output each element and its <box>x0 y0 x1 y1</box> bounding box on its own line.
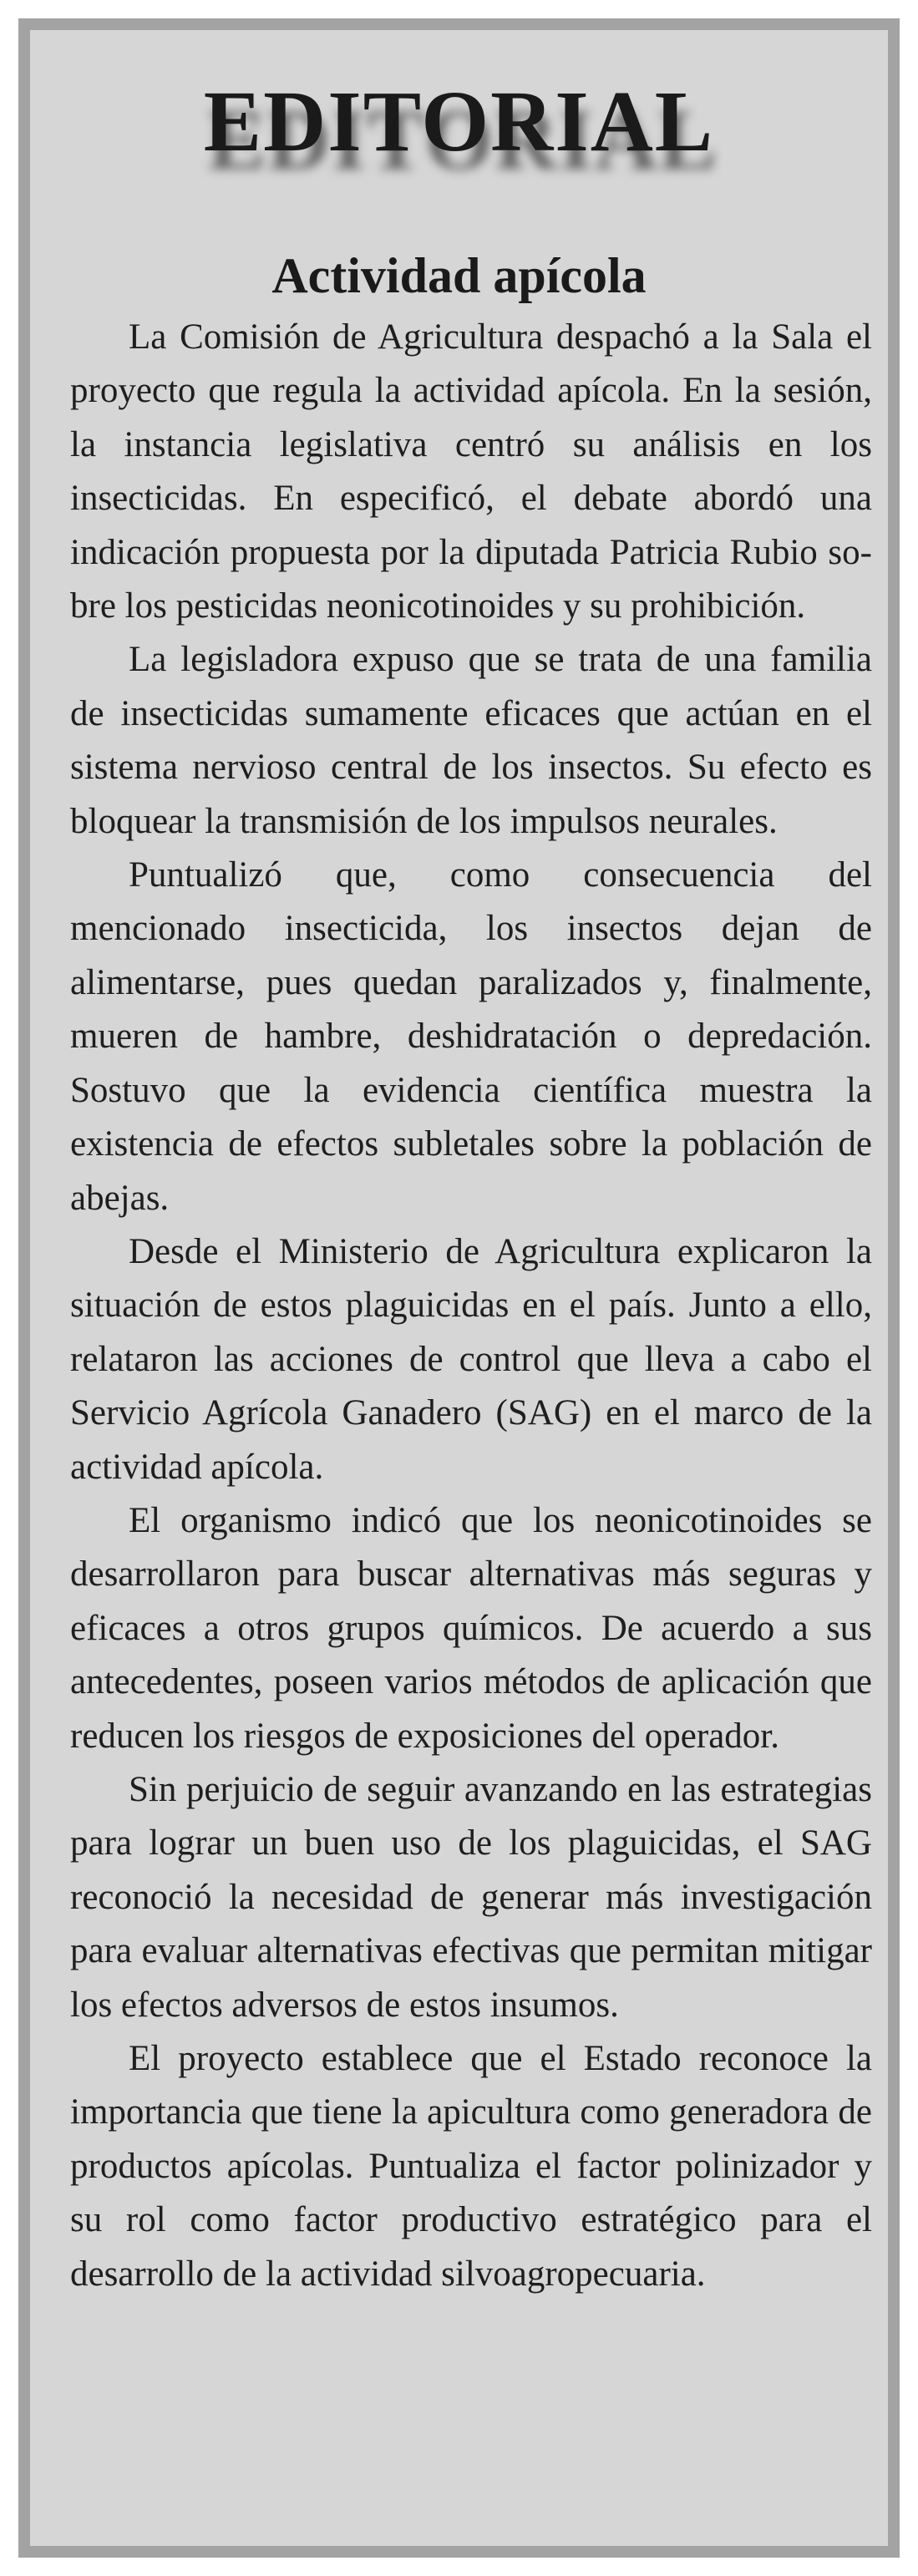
paragraph-2: La legisladora expuso que se trata de una familia de insecticidas sumamente eficaces que actúan en el sistema nervioso central de los insectos. Su efecto es bloquear la transmisión de los impulsos neurales. <box>70 640 872 841</box>
masthead-title: EDITORIAL <box>203 74 715 170</box>
masthead <box>30 74 888 212</box>
paragraph-6: Sin perjuicio de seguir avanzando en las estrategias para lograr un buen uso de los plaguicidas, el SAG reconoció la necesidad de generar más investigación para evaluar alternativas efectivas que permitan mitigar los efectos adversos de estos insumos. <box>70 1769 872 2025</box>
article-headline: Actividad apícola <box>271 248 647 303</box>
paragraph-4: Desde el Ministerio de Agricultura explicaron la situación de estos plaguicidas en el país. Junto a ello, relataron las acciones de control que lleva a cabo el Servicio Agrícola Ganadero (SAG) en el marco de la actividad apícola. <box>70 1231 872 1487</box>
paragraph-3: Puntualizó que, como consecuencia del mencionado insecticida, los insectos dejan de alimentarse, pues quedan paralizados y, finalmente, mueren de hambre, deshidratación o depredación. Sostuvo que la evidencia científica muestra la existencia de efectos subletales sobre la población de abejas. <box>70 855 872 1218</box>
article-body <box>70 311 872 2301</box>
editorial-box <box>18 18 900 2558</box>
paragraph-7: El proyecto establece que el Estado reconoce la importancia que tiene la apicultura como generadora de productos apícolas. Puntualiza el factor polinizador y su rol como factor productivo estratégico para el desarrollo de la actividad silvoagropecuaria. <box>70 2039 872 2294</box>
paragraph-5: El organismo indicó que los neonicotinoides se desarrollaron para buscar alternativas más seguras y eficaces a otros grupos químicos. De acuerdo a sus antecedentes, poseen varios métodos de aplicación que reducen los riesgos de exposiciones del operador. <box>70 1500 872 1756</box>
paragraph-1: La Comisión de Agricultura despachó a la Sala el proyecto que regula la actividad apícola. En la sesión, la instancia legislativa centró su análisis en los insecticidas. En especificó, el debate abordó una indicación propuesta por la diputada Patricia Rubio sobre los pesticidas neonicotinoides y su prohibición. <box>70 317 872 626</box>
